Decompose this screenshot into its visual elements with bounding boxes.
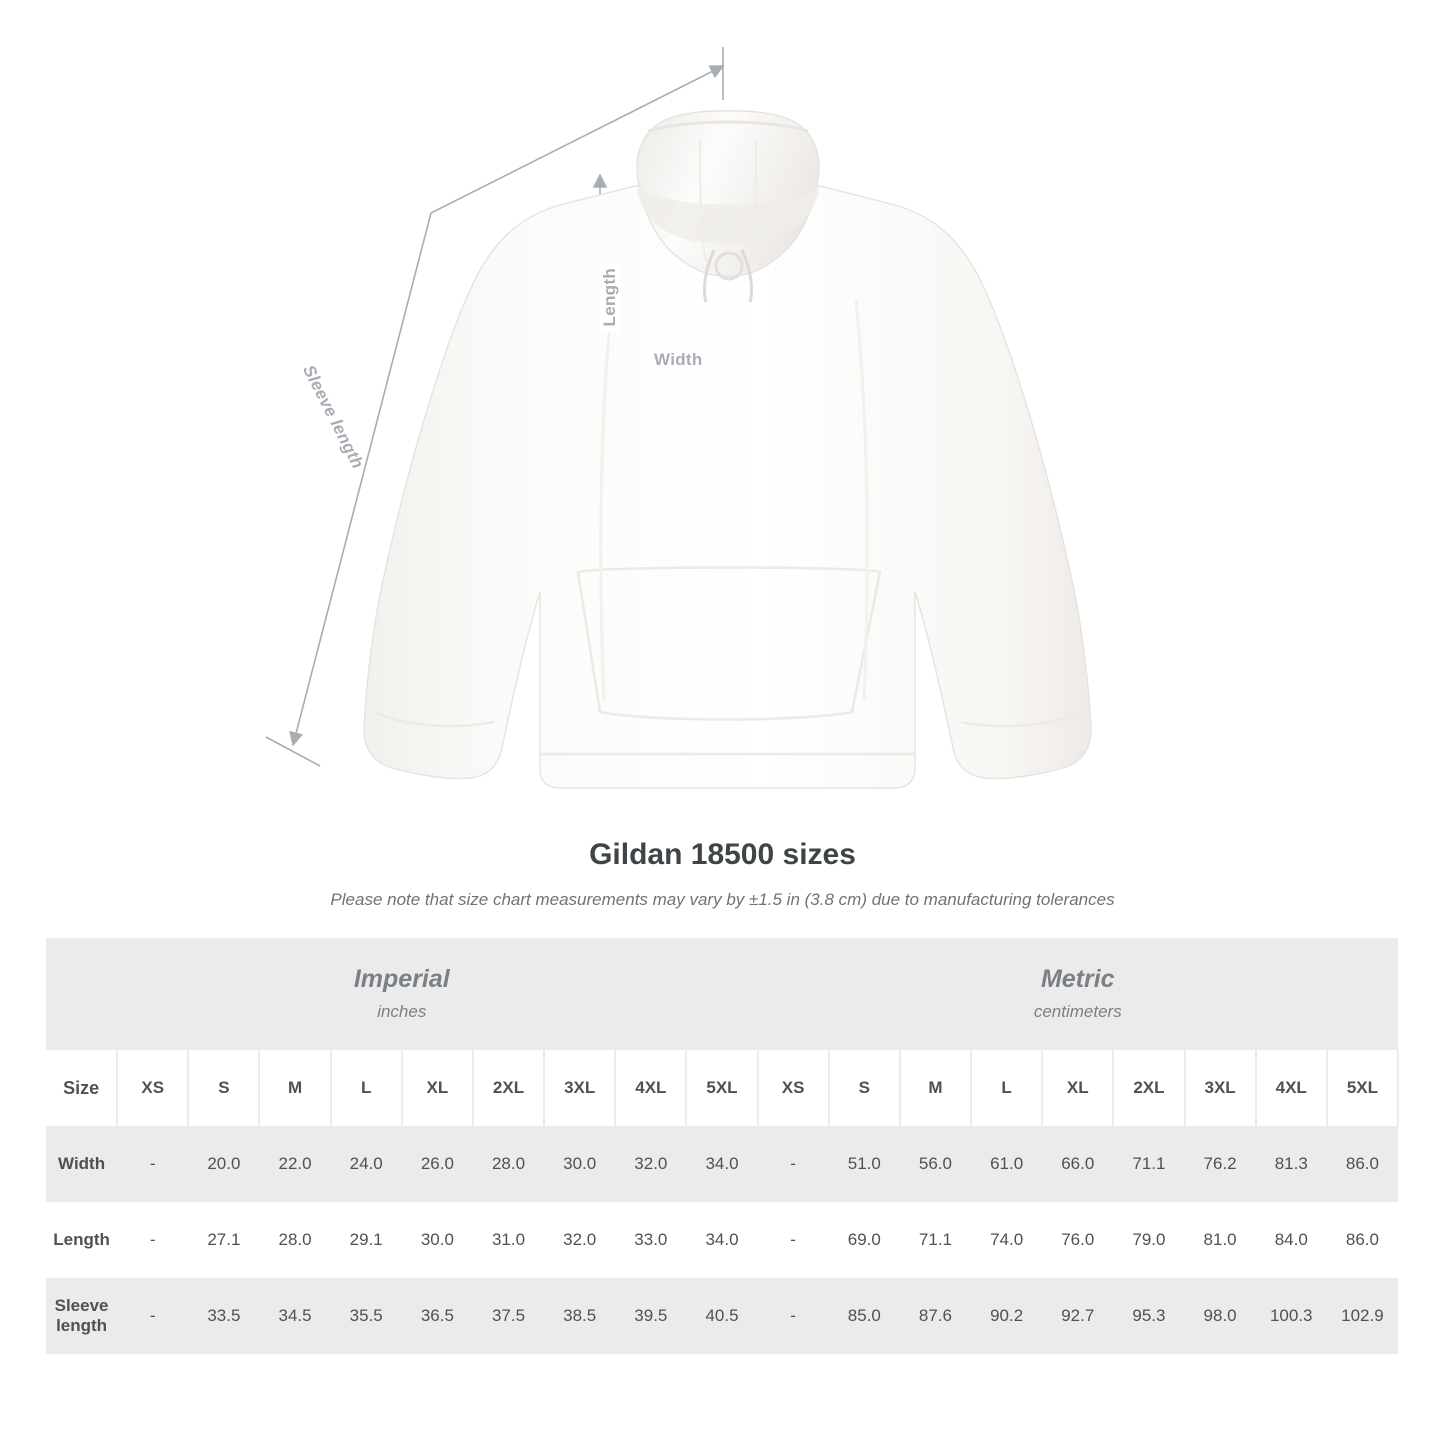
sleeve-metric-2xl: 95.3	[1113, 1278, 1184, 1354]
width-imperial-xs: -	[117, 1126, 188, 1202]
length-metric-xl: 76.0	[1042, 1202, 1113, 1278]
sleeve-imperial-m: 34.5	[259, 1278, 330, 1354]
unit-header-row	[46, 938, 1398, 1050]
row-label-length: Length	[46, 1202, 117, 1278]
length-imperial-s: 27.1	[188, 1202, 259, 1278]
width-metric-2xl: 71.1	[1113, 1126, 1184, 1202]
sleeve-metric-5xl: 102.9	[1327, 1278, 1398, 1354]
width-imperial-l: 24.0	[331, 1126, 402, 1202]
unit-header-imperial	[46, 938, 758, 1050]
size-header-cell: Size	[46, 1050, 117, 1126]
width-imperial-5xl: 34.0	[686, 1126, 757, 1202]
width-label: Width	[648, 350, 709, 370]
length-label: Length	[600, 262, 620, 332]
width-metric-3xl: 76.2	[1185, 1126, 1256, 1202]
length-imperial-5xl: 34.0	[686, 1202, 757, 1278]
length-metric-3xl: 81.0	[1185, 1202, 1256, 1278]
length-imperial-xl: 30.0	[402, 1202, 473, 1278]
size-header-imperial-s: S	[188, 1050, 259, 1126]
unit-header-metric	[758, 938, 1398, 1050]
size-table	[46, 938, 1399, 1354]
length-imperial-l: 29.1	[331, 1202, 402, 1278]
sleeve-metric-xl: 92.7	[1042, 1278, 1113, 1354]
sleeve-imperial-3xl: 38.5	[544, 1278, 615, 1354]
row-label-width: Width	[46, 1126, 117, 1202]
sleeve-metric-m: 87.6	[900, 1278, 971, 1354]
size-header-imperial-2xl: 2XL	[473, 1050, 544, 1126]
width-metric-xs: -	[758, 1126, 829, 1202]
length-imperial-m: 28.0	[259, 1202, 330, 1278]
sleeve-imperial-l: 35.5	[331, 1278, 402, 1354]
width-imperial-m: 22.0	[259, 1126, 330, 1202]
sleeve-imperial-s: 33.5	[188, 1278, 259, 1354]
length-metric-xs: -	[758, 1202, 829, 1278]
size-header-metric-2xl: 2XL	[1113, 1050, 1184, 1126]
size-header-imperial-5xl: 5XL	[686, 1050, 757, 1126]
width-metric-m: 56.0	[900, 1126, 971, 1202]
length-metric-4xl: 84.0	[1256, 1202, 1327, 1278]
length-imperial-xs: -	[117, 1202, 188, 1278]
size-header-metric-4xl: 4XL	[1256, 1050, 1327, 1126]
size-header-imperial-xs: XS	[117, 1050, 188, 1126]
chart-title: Gildan 18500 sizes	[589, 838, 856, 871]
unit-name-metric: Metric	[1040, 965, 1115, 994]
sleeve-imperial-2xl: 37.5	[473, 1278, 544, 1354]
sleeve-length-label: Sleeve length	[299, 362, 368, 472]
width-imperial-3xl: 30.0	[544, 1126, 615, 1202]
size-table-wrap	[46, 938, 1399, 1354]
length-imperial-4xl: 33.0	[615, 1202, 686, 1278]
width-imperial-xl: 26.0	[402, 1126, 473, 1202]
row-label-sleeve-length: Sleeve length	[46, 1278, 117, 1354]
table-row-sleeve-length	[46, 1278, 1398, 1354]
hoodie-shape	[364, 111, 1091, 788]
size-header-imperial-3xl: 3XL	[544, 1050, 615, 1126]
size-header-imperial-xl: XL	[402, 1050, 473, 1126]
size-header-metric-s: S	[829, 1050, 900, 1126]
length-imperial-3xl: 32.0	[544, 1202, 615, 1278]
size-header-metric-xs: XS	[758, 1050, 829, 1126]
width-metric-l: 61.0	[971, 1126, 1042, 1202]
width-metric-xl: 66.0	[1042, 1126, 1113, 1202]
size-header-row	[46, 1050, 1398, 1126]
size-header-imperial-m: M	[259, 1050, 330, 1126]
unit-name-imperial: Imperial	[353, 965, 450, 994]
size-header-metric-m: M	[900, 1050, 971, 1126]
sleeve-metric-xs: -	[758, 1278, 829, 1354]
width-metric-5xl: 86.0	[1327, 1126, 1398, 1202]
width-imperial-2xl: 28.0	[473, 1126, 544, 1202]
size-header-metric-5xl: 5XL	[1327, 1050, 1398, 1126]
size-header-metric-xl: XL	[1042, 1050, 1113, 1126]
length-metric-2xl: 79.0	[1113, 1202, 1184, 1278]
sleeve-imperial-xs: -	[117, 1278, 188, 1354]
width-imperial-4xl: 32.0	[615, 1126, 686, 1202]
width-metric-4xl: 81.3	[1256, 1126, 1327, 1202]
length-metric-l: 74.0	[971, 1202, 1042, 1278]
size-header-imperial-l: L	[331, 1050, 402, 1126]
width-imperial-s: 20.0	[188, 1126, 259, 1202]
table-row-width	[46, 1126, 1398, 1202]
length-metric-s: 69.0	[829, 1202, 900, 1278]
size-header-metric-3xl: 3XL	[1185, 1050, 1256, 1126]
sleeve-metric-3xl: 98.0	[1185, 1278, 1256, 1354]
sleeve-metric-4xl: 100.3	[1256, 1278, 1327, 1354]
sleeve-metric-s: 85.0	[829, 1278, 900, 1354]
sleeve-imperial-5xl: 40.5	[686, 1278, 757, 1354]
title-block	[0, 838, 1445, 910]
sleeve-metric-l: 90.2	[971, 1278, 1042, 1354]
length-metric-5xl: 86.0	[1327, 1202, 1398, 1278]
unit-sub-imperial: inches	[377, 1001, 427, 1021]
unit-sub-metric: centimeters	[1033, 1001, 1122, 1021]
table-row-length	[46, 1202, 1398, 1278]
chart-note: Please note that size chart measurements may vary by ±1.5 in (3.8 cm) due to manufacturing tolerances	[330, 890, 1115, 909]
sleeve-imperial-4xl: 39.5	[615, 1278, 686, 1354]
size-header-imperial-4xl: 4XL	[615, 1050, 686, 1126]
size-header-metric-l: L	[971, 1050, 1042, 1126]
length-imperial-2xl: 31.0	[473, 1202, 544, 1278]
width-metric-s: 51.0	[829, 1126, 900, 1202]
length-metric-m: 71.1	[900, 1202, 971, 1278]
sleeve-imperial-xl: 36.5	[402, 1278, 473, 1354]
